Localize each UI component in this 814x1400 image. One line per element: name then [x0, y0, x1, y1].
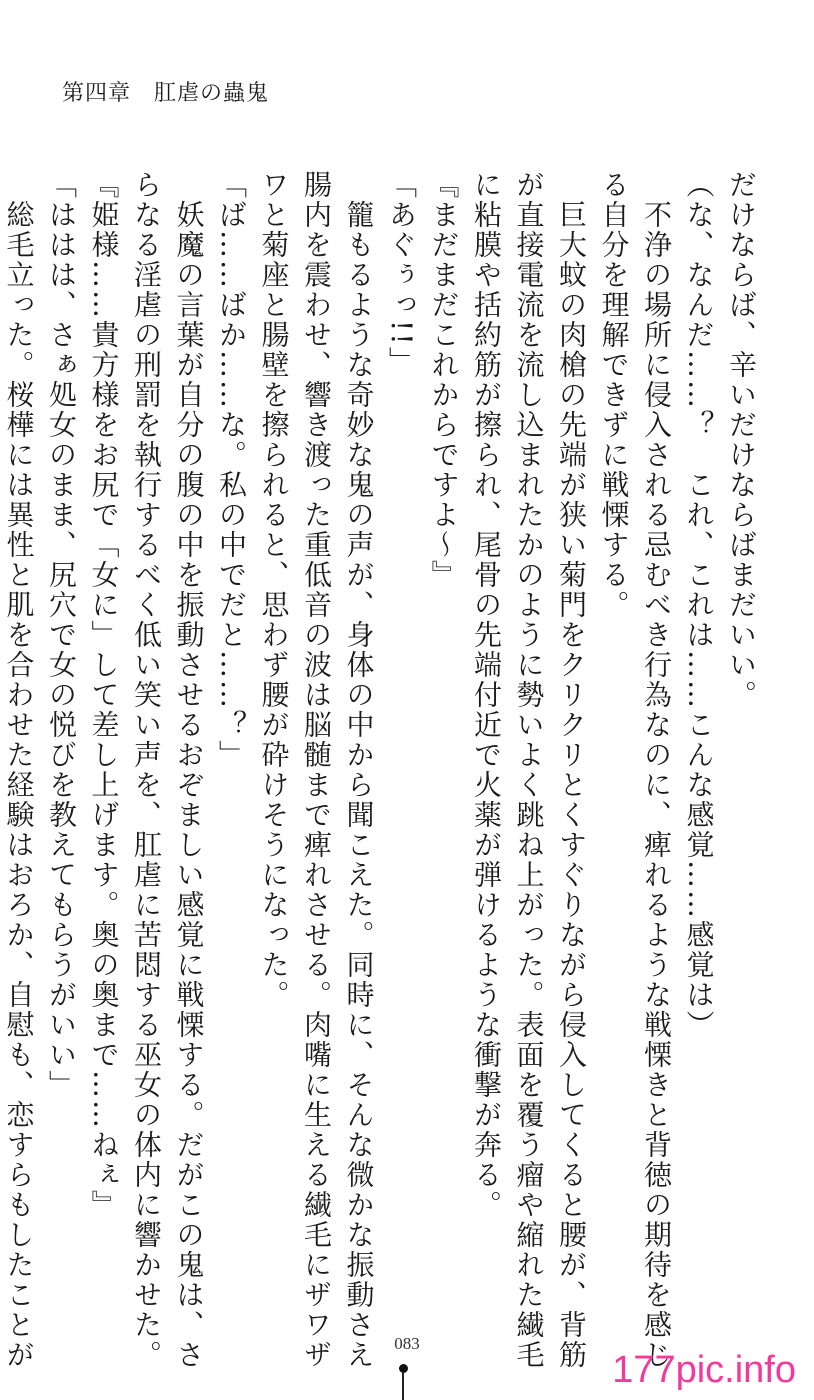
chapter-title: 第四章 肛虐の蟲鬼 — [62, 81, 270, 106]
text-line: が直接電流を流し込まれたかのように勢いよく跳ね上がった。表面を覆う瘤や縮れた繊毛 — [512, 170, 546, 1370]
text-line: 『姫様……貴方様をお尻で「女に」して差し上げます。奥の奥まで……ねぇ』 — [87, 170, 121, 1220]
text-line: に粘膜や括約筋が擦られ、尾骨の先端付近で火薬が弾けるような衝撃が奔る。 — [470, 170, 503, 1220]
text-line: だけならば、辛いだけならばまだいい。 — [725, 170, 758, 710]
text-line: ワと菊座と腸壁を擦られると、思わず腰が砕けそうになった。 — [257, 170, 291, 1010]
text-line: 不浄の場所に侵入される忌むべき行為なのに、痺れるような戦慄きと背徳の期待を感じ — [640, 170, 673, 1370]
text-line: 巨大蚊の肉槍の先端が狭い菊門をクリクリとくすぐりながら侵入してくると腰が、背筋 — [555, 170, 588, 1370]
text-line: 「あぐぅっ!!」 — [385, 170, 418, 377]
text-line: 総毛立った。桜樺には異性と肌を合わせた経験はおろか、自慰も、恋すらもしたことが — [2, 170, 36, 1370]
text-line: る自分を理解できずに戦慄する。 — [597, 170, 631, 620]
text-line: 籠もるような奇妙な鬼の声が、身体の中から聞こえた。同時に、そんな微かな振動さえ — [342, 170, 376, 1370]
watermark: 177pic.info — [612, 1349, 796, 1391]
page-marker-line — [402, 1372, 404, 1400]
text-line: 妖魔の言葉が自分の腹の中を振動させるおぞましい感覚に戦慄する。だがこの鬼は、さ — [172, 170, 206, 1370]
text-line: らなる淫虐の刑罰を執行するべく低い笑い声を、肛虐に苦悶する巫女の体内に響かせた。 — [130, 170, 163, 1370]
text-line: （な、なんだ……？ これ、これは……こんな感覚……感覚は） — [682, 170, 716, 1040]
text-line: 「ば……ばか……な。私の中でだと……？」 — [215, 170, 248, 770]
page-number: 083 — [394, 1334, 420, 1353]
text-line: 「ははは、さぁ処女のまま、尻穴で女の悦びを教えてもらうがいい」 — [45, 170, 78, 1100]
text-line: 腸内を震わせ、響き渡った重低音の波は脳髄まで痺れさせる。肉嘴に生える繊毛にザワザ — [300, 170, 333, 1370]
text-line: 『まだまだこれからですよ〜』 — [427, 170, 461, 590]
